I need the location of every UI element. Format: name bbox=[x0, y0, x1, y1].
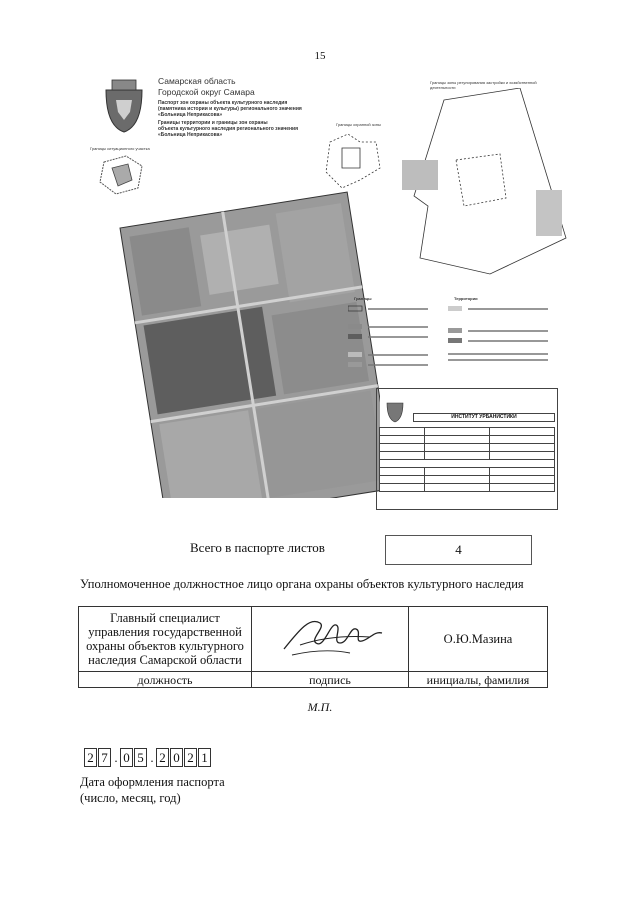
position-line: наследия Самарской области bbox=[88, 653, 242, 667]
map-title-2: (памятника истории и культуры) регионального значения bbox=[158, 106, 302, 112]
date-separator: . bbox=[114, 749, 118, 765]
date-digit: 5 bbox=[134, 748, 147, 767]
legend-left-title: Границы bbox=[354, 296, 372, 301]
map-title-3: «Больница Неприкасова» bbox=[158, 112, 223, 118]
issue-date bbox=[84, 748, 212, 767]
region-line-1: Самарская область bbox=[158, 76, 236, 86]
date-digit: 1 bbox=[198, 748, 211, 767]
caption-position: должность bbox=[79, 672, 252, 688]
date-separator: . bbox=[150, 749, 154, 765]
signature-table bbox=[78, 606, 548, 688]
total-sheets-value: 4 bbox=[385, 535, 532, 565]
zone-label-top: Границы зоны регулирования застройки и хозяйственной деятельности bbox=[430, 80, 537, 90]
hatched-patch bbox=[400, 158, 440, 198]
title-block bbox=[376, 388, 558, 510]
date-caption-line-1: Дата оформления паспорта bbox=[80, 775, 225, 789]
position-line: охраны объектов культурного bbox=[86, 639, 244, 653]
date-caption bbox=[80, 774, 225, 806]
main-map bbox=[90, 158, 380, 498]
hatched-patch-right bbox=[534, 188, 564, 238]
handwritten-signature bbox=[270, 609, 390, 665]
date-digit: 0 bbox=[120, 748, 133, 767]
map-title-1: Паспорт зон охраны объекта культурного наследия bbox=[158, 100, 288, 106]
official-label: Уполномоченное должностное лицо органа охраны объектов культурного наследия bbox=[80, 577, 524, 591]
page-number: 15 bbox=[314, 50, 326, 62]
coat-of-arms-icon bbox=[102, 78, 146, 134]
map-legend bbox=[348, 304, 558, 374]
date-digit: 2 bbox=[184, 748, 197, 767]
date-digit: 2 bbox=[156, 748, 169, 767]
total-sheets-label: Всего в паспорте листов bbox=[190, 540, 325, 555]
legend-right-title: Территории bbox=[454, 296, 478, 301]
institute-name: ИНСТИТУТ УРБАНИСТИКИ bbox=[413, 413, 555, 422]
institute-emblem-icon bbox=[385, 399, 405, 423]
map-sheet bbox=[90, 70, 570, 530]
position-line: управления государственной bbox=[88, 625, 242, 639]
position-cell bbox=[79, 607, 252, 672]
date-digit: 2 bbox=[84, 748, 97, 767]
date-digit: 7 bbox=[98, 748, 111, 767]
seal-mark: М.П. bbox=[307, 700, 333, 714]
caption-signature: подпись bbox=[252, 672, 409, 688]
protected-zone-label: Границы охранной зоны bbox=[336, 122, 381, 127]
date-caption-line-2: (число, месяц, год) bbox=[80, 791, 181, 805]
map-subtitle-3: «Больница Неприкасова» bbox=[158, 132, 223, 138]
stamp-table bbox=[379, 427, 555, 492]
date-digit: 0 bbox=[170, 748, 183, 767]
position-line: Главный специалист bbox=[110, 611, 220, 625]
map-subtitle-1: Границы территории и границы зон охраны bbox=[158, 120, 268, 126]
caption-name: инициалы, фамилия bbox=[409, 672, 548, 688]
signature-cell bbox=[252, 607, 409, 672]
region-line-2: Городской округ Самара bbox=[158, 87, 255, 97]
situation-label: Границы ситуационного участка bbox=[90, 146, 150, 151]
name-cell: О.Ю.Мазина bbox=[409, 607, 548, 672]
map-subtitle-2: объекта культурного наследия регионального значения bbox=[158, 126, 299, 132]
